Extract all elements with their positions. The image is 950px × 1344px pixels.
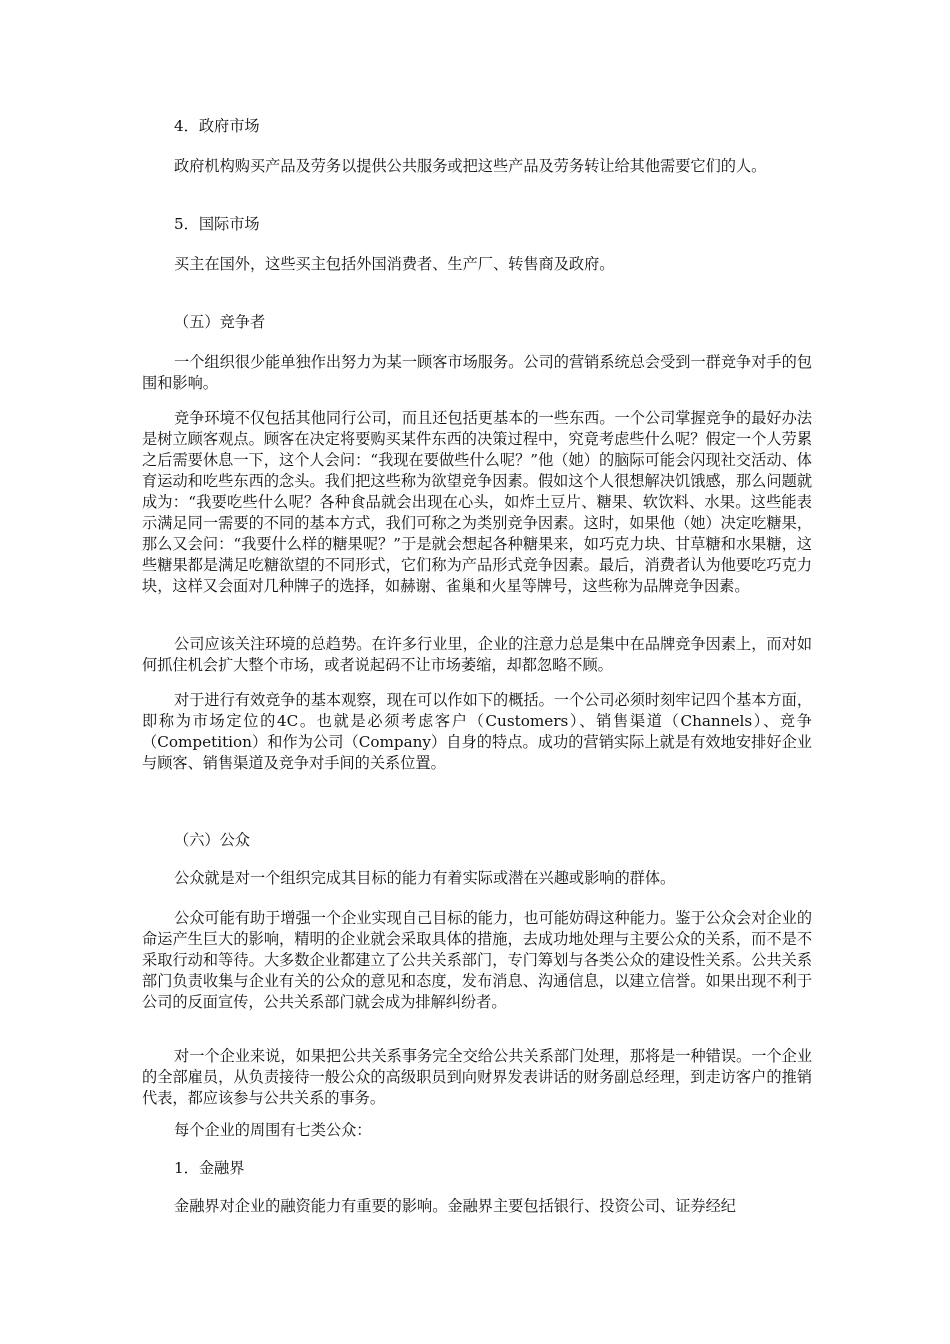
- heading-international-market: 5．国际市场: [174, 215, 260, 233]
- heading-competitors: （五）竞争者: [174, 313, 266, 331]
- paragraph-public-2: 公众可能有助于增强一个企业实现自己目标的能力，也可能妨碍这种能力。鉴于公众会对企业的命运产生巨大的影响，精明的企业就会采取具体的措施，去成功地处理与主要公众的关系，而不是不采取行动和等待。大多数企业都建立了公共关系部门，专门筹划与各类公众的建设性关系。公共关系部门负责收集与企业有关的公众的意见和态度，发布消息、沟通信息，以建立信誉。如果出现不利于公司的反面宣传，公共关系部门就会成为排解纠纷者。: [142, 909, 812, 1011]
- paragraph-government-market: 政府机构购买产品及劳务以提供公共服务或把这些产品及劳务转让给其他需要它们的人。: [174, 157, 767, 175]
- paragraph-public-1: 公众就是对一个组织完成其目标的能力有着实际或潜在兴趣或影响的群体。: [174, 869, 676, 887]
- paragraph-public-3: 对一个企业来说，如果把公共关系事务完全交给公共关系部门处理，那将是一种错误。一个企业的全部雇员，从负责接待一般公众的高级职员到向财界发表讲话的财务副总经理，到走访客户的推销代表，都应该参与公共关系的事务。: [142, 1047, 812, 1107]
- paragraph-competitors-3: 公司应该关注环境的总趋势。在许多行业里，企业的注意力总是集中在品牌竞争因素上，而对如何抓住机会扩大整个市场，或者说起码不让市场萎缩，却都忽略不顾。: [142, 635, 812, 674]
- heading-financial-community: 1．金融界: [174, 1159, 245, 1177]
- paragraph-financial-community: 金融界对企业的融资能力有重要的影响。金融界主要包括银行、投资公司、证券经纪: [174, 1197, 736, 1215]
- heading-public: （六）公众: [174, 831, 250, 849]
- paragraph-competitors-4: 对于进行有效竞争的基本观察，现在可以作如下的概括。一个公司必须时刻牢记四个基本方面，即称为市场定位的4C。也就是必须考虑客户（Customers）、销售渠道（Channels）、竞争（Competition）和作为公司（Company）自身的特点。成功的营销实际上就是有效地安排好企业与顾客、销售渠道及竞争对手间的关系位置。: [142, 691, 812, 772]
- heading-government-market: 4．政府市场: [174, 117, 260, 135]
- paragraph-competitors-2: 竞争环境不仅包括其他同行公司，而且还包括更基本的一些东西。一个公司掌握竞争的最好办法是树立顾客观点。顾客在决定将要购买某件东西的决策过程中，究竟考虑些什么呢？假定一个人劳累之后需要休息一下，这个人会问：“我现在要做些什么呢？”他（她）的脑际可能会闪现社交活动、体育运动和吃些东西的念头。我们把这些称为欲望竞争因素。假如这个人很想解决饥饿感，那么问题就成为：“我要吃些什么呢？各种食品就会出现在心头，如炸土豆片、糖果、软饮料、水果。这些能表示满足同一需要的不同的基本方式，我们可称之为类别竞争因素。这时，如果他（她）决定吃糖果，那么又会问：“我要什么样的糖果呢？”于是就会想起各种糖果来，如巧克力块、甘草糖和水果糖，这些糖果都是满足吃糖欲望的不同形式，它们称为产品形式竞争因素。最后，消费者认为他要吃巧克力块，这样又会面对几种牌子的选择，如赫谢、雀巢和火星等牌号，这些称为品牌竞争因素。: [142, 409, 812, 595]
- paragraph-competitors-1: 一个组织很少能单独作出努力为某一顾客市场服务。公司的营销系统总会受到一群竞争对手的包围和影响。: [142, 353, 812, 392]
- paragraph-public-4: 每个企业的周围有七类公众：: [174, 1121, 372, 1139]
- paragraph-international-market: 买主在国外，这些买主包括外国消费者、生产厂、转售商及政府。: [174, 255, 615, 273]
